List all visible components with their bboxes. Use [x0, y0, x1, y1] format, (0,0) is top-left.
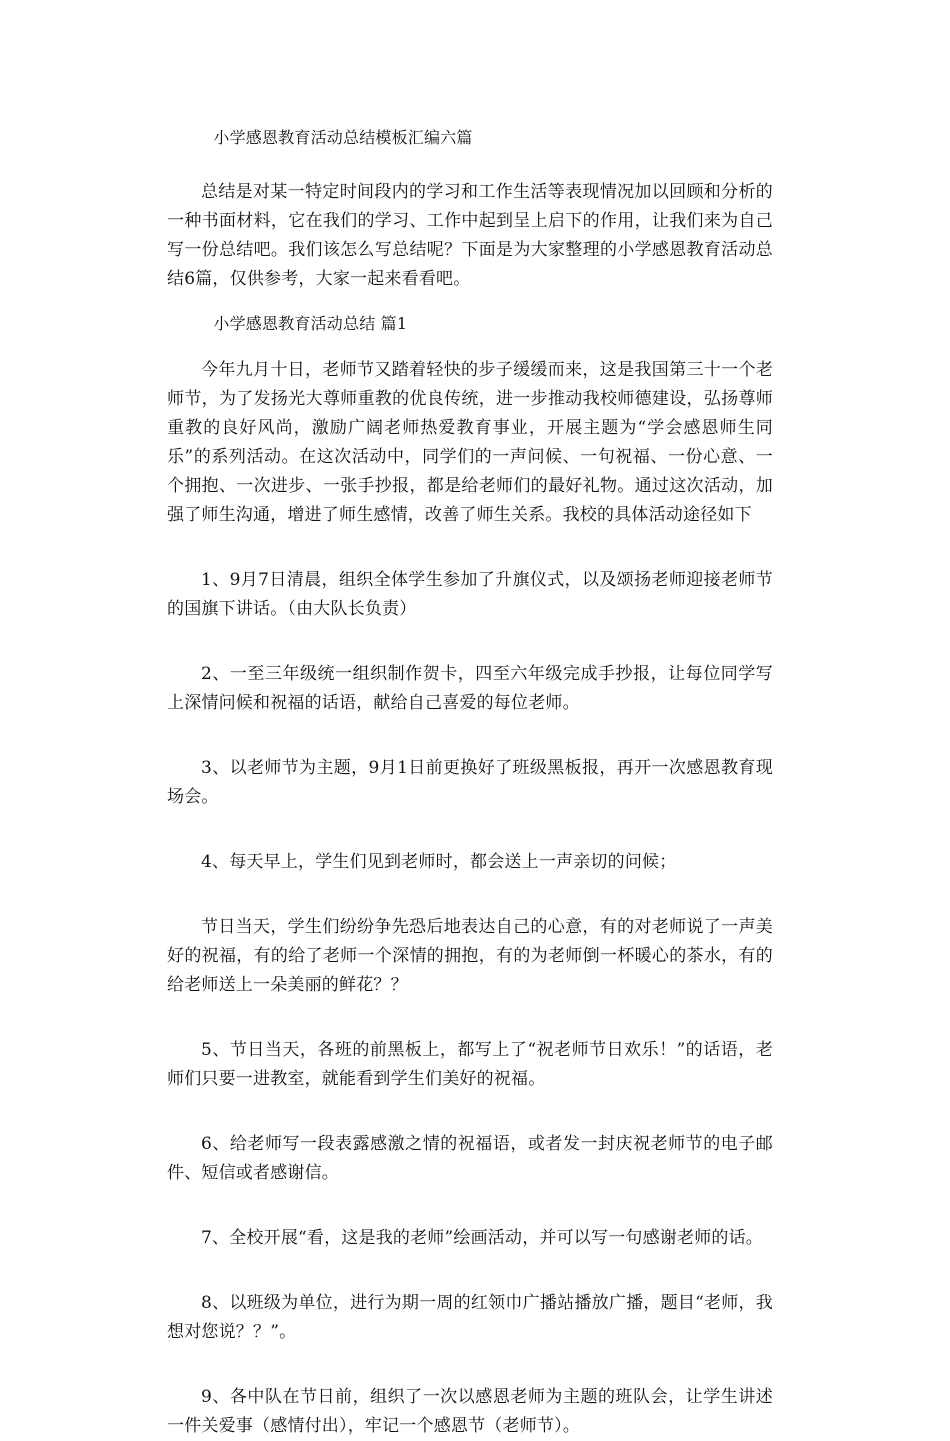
body-paragraph-2: 1、9月7日清晨，组织全体学生参加了升旗仪式，以及颂扬老师迎接老师节的国旗下讲话。（由大队长负责） [167, 570, 773, 619]
body-paragraph-4: 3、以老师节为主题，9月1日前更换好了班级黑板报，再开一次感恩教育现场会。 [167, 758, 773, 807]
body-paragraph-10: 8、以班级为单位，进行为期一周的红领巾广播站播放广播，题目“老师，我想对您说？？”。 [167, 1293, 773, 1342]
document-page [167, 124, 773, 1441]
body-paragraph-9: 7、全校开展“看，这是我的老师”绘画活动，并可以写一句感谢老师的话。 [201, 1228, 763, 1248]
body-paragraph-3: 2、一至三年级统一组织制作贺卡，四至六年级完成手抄报，让每位同学写上深情问候和祝福的话语，献给自己喜爱的每位老师。 [167, 664, 773, 713]
intro-paragraph: 总结是对某一特定时间段内的学习和工作生活等表现情况加以回顾和分析的一种书面材料，它在我们的学习、工作中起到呈上启下的作用，让我们来为自己写一份总结吧。我们该怎么写总结呢？下面是为大家整理的小学感恩教育活动总结6篇，仅供参考，大家一起来看看吧。 [167, 182, 773, 289]
body-paragraph-5: 4、每天早上，学生们见到老师时，都会送上一声亲切的问候； [201, 852, 677, 872]
body-paragraph-8: 6、给老师写一段表露感激之情的祝福语，或者发一封庆祝老师节的电子邮件、短信或者感谢信。 [167, 1134, 773, 1183]
body-paragraph-11: 9、各中队在节日前，组织了一次以感恩老师为主题的班队会，让学生讲述一件关爱事（感情付出），牢记一个感恩节（老师节）。 [167, 1387, 773, 1436]
section-title: 小学感恩教育活动总结 篇1 [213, 314, 408, 333]
body-paragraph-1: 今年九月十日，老师节又踏着轻快的步子缓缓而来，这是我国第三十一个老师节，为了发扬光大尊师重教的优良传统，进一步推动我校师德建设，弘扬尊师重教的良好风尚，激励广阔老师热爱教育事业，开展主题为“学会感恩师生同乐”的系列活动。在这次活动中，同学们的一声问候、一句祝福、一份心意、一个拥抱、一次进步、一张手抄报，都是给老师们的最好礼物。通过这次活动，加强了师生沟通，增进了师生感情，改善了师生关系。我校的具体活动途径如下 [167, 360, 773, 525]
body-paragraph-7: 5、节日当天，各班的前黑板上，都写上了“祝老师节日欢乐！”的话语，老师们只要一进教室，就能看到学生们美好的祝福。 [167, 1040, 773, 1089]
document-title: 小学感恩教育活动总结模板汇编六篇 [213, 128, 473, 147]
body-paragraph-6: 节日当天，学生们纷纷争先恐后地表达自己的心意，有的对老师说了一声美好的祝福，有的给了老师一个深情的拥抱，有的为老师倒一杯暖心的茶水，有的给老师送上一朵美丽的鲜花？？ [167, 917, 773, 995]
